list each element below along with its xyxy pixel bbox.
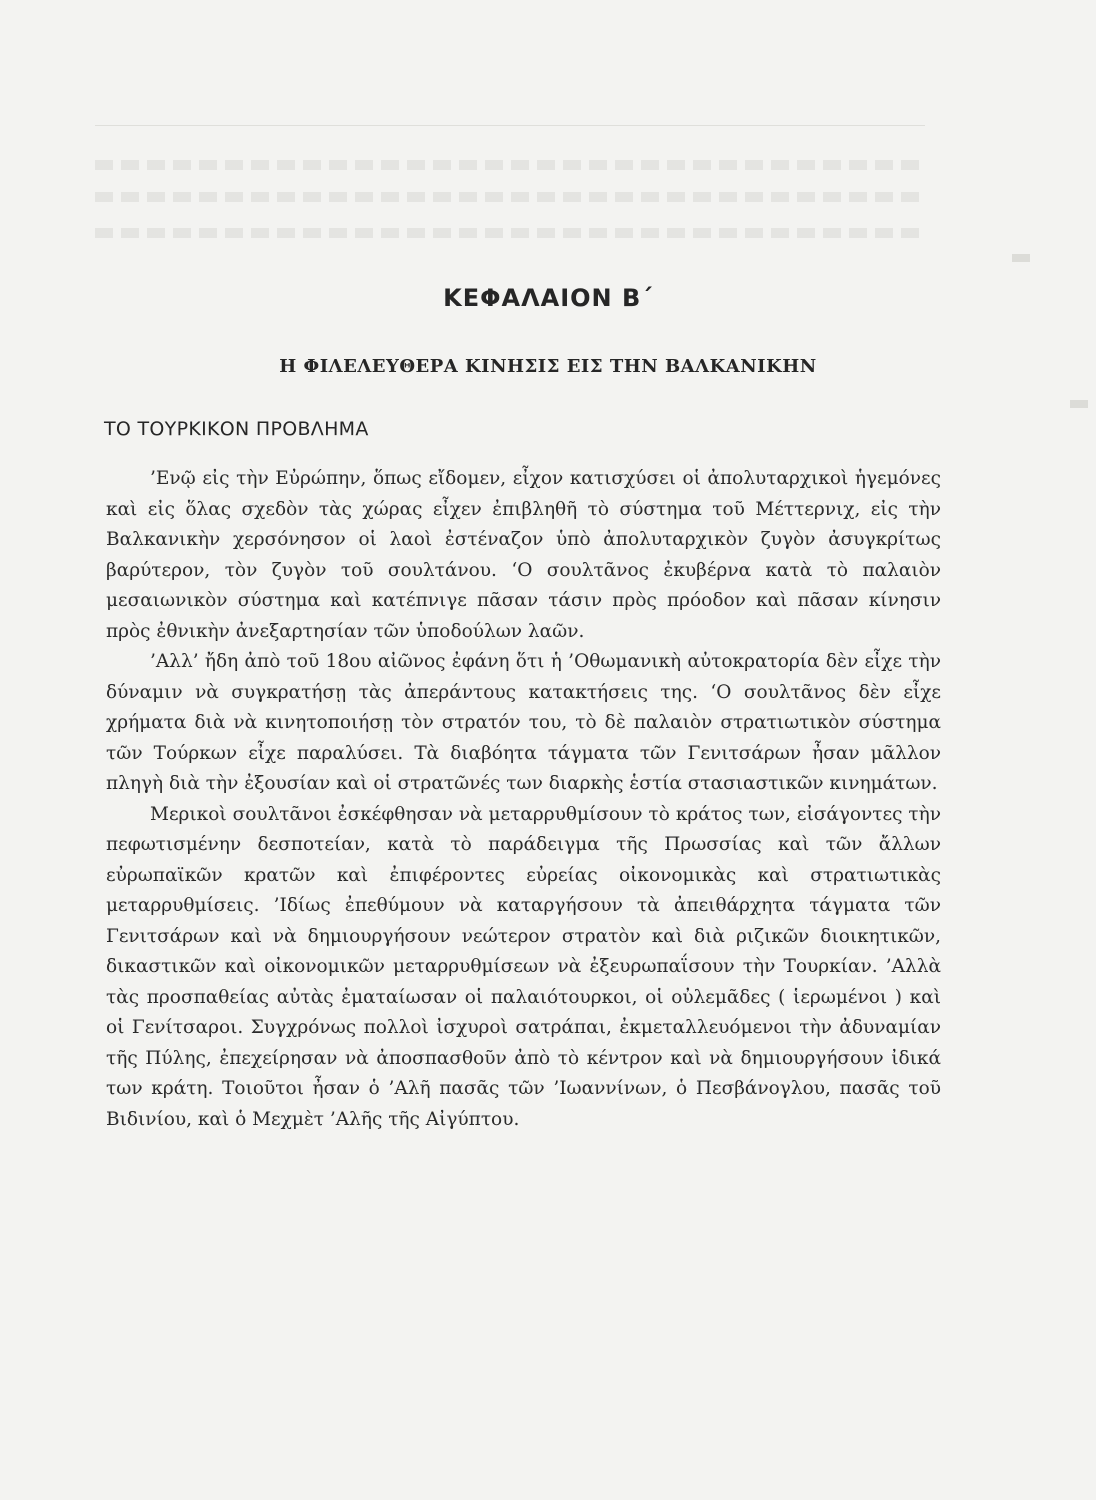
show-through-margin-mark (1070, 400, 1088, 408)
body-text (106, 464, 941, 1135)
show-through-line (95, 160, 925, 170)
chapter-title: ΚΕΦΑΛΑΙΟΝ Β΄ (443, 284, 653, 312)
show-through-line (95, 192, 925, 202)
paragraph: ’Αλλ’ ἤδη ἀπὸ τοῦ 18ου αἰῶνος ἐφάνη ὅτι ἡ ’Οθωμανικὴ αὐτοκρατορία δὲν εἶχε τὴν δύναμιν νὰ συγκρατήσῃ τὰς ἀπεράντους κατακτήσεις της. ‘Ο σουλτᾶνος δὲν εἶχε χρήματα διὰ νὰ κινητοποιήσῃ τὸν στρατόν του, τὸ δὲ παλαιὸν στρατιωτικὸν σύστημα τῶν Τούρκων εἶχε παραλύσει. Τὰ διαβόητα τάγματα τῶν Γενιτσάρων ἦσαν μᾶλλον πληγὴ διὰ τὴν ἐξουσίαν καὶ οἱ στρατῶνές των διαρκὴς ἑστία στασιαστικῶν κινημάτων. (106, 651, 941, 794)
show-through-line (95, 228, 925, 238)
show-through-header-rule (95, 95, 925, 126)
paragraph: ’Ενῷ εἰς τὴν Εὐρώπην, ὅπως εἴδομεν, εἶχον κατισχύσει οἱ ἀπολυταρχικοὶ ἡγεμόνες καὶ εἰς ὅλας σχεδὸν τὰς χώρας εἶχεν ἐπιβληθῆ τὸ σύστημα τοῦ Μέττερνιχ, εἰς τὴν Βαλκανικὴν χερσόνησον οἱ λαοὶ ἐστέναζον ὑπὸ ἀπολυταρχικὸν ζυγὸν ἀσυγκρίτως βαρύτερον, τὸν ζυγὸν τοῦ σουλτάνου. ‘Ο σουλτᾶνος ἐκυβέρνα κατὰ τὸ παλαιὸν μεσαιωνικὸν σύστημα καὶ κατέπνιγε πᾶσαν τάσιν πρὸς πρόοδον καὶ πᾶσαν κίνησιν πρὸς ἐθνικὴν ἀνεξαρτησίαν τῶν ὑποδούλων λαῶν. (106, 468, 941, 642)
chapter-heading: Η ΦΙΛΕΛΕΥΘΕΡΑ ΚΙΝΗΣΙΣ ΕΙΣ ΤΗΝ ΒΑΛΚΑΝΙΚΗΝ (279, 356, 817, 377)
paragraph: Μερικοὶ σουλτᾶνοι ἐσκέφθησαν νὰ μεταρρυθμίσουν τὸ κράτος των, εἰσάγοντες τὴν πεφωτισμένην δεσποτείαν, κατὰ τὸ παράδειγμα τῆς Πρωσσίας καὶ τῶν ἄλλων εὐρωπαϊκῶν κρατῶν καὶ ἐπιφέροντες εὐρείας οἰκονομικὰς καὶ στρατιωτικὰς μεταρρυθμίσεις. ’Ιδίως ἐπεθύμουν νὰ καταργήσουν τὰ ἀπειθάρχητα τάγματα τῶν Γενιτσάρων καὶ νὰ δημιουργήσουν νεώτερον στρατὸν καὶ διὰ ριζικῶν διοικητικῶν, δικαστικῶν καὶ οἰκονομικῶν μεταρρυθμίσεων νὰ ἐξευρωπαΐσουν τὴν Τουρκίαν. ’Αλλὰ τὰς προσπαθείας αὐτὰς ἐματαίωσαν οἱ παλαιότουρκοι, οἱ οὐλεμᾶδες ( ἱερωμένοι ) καὶ οἱ Γενίτσαροι. Συγχρόνως πολλοὶ ἰσχυροὶ σατράπαι, ἐκμεταλλευόμενοι τὴν ἀδυναμίαν τῆς Πύλης, ἐπεχείρησαν νὰ ἀποσπασθοῦν ἀπὸ τὸ κέντρον καὶ νὰ δημιουργήσουν ἰδικά των κράτη. Τοιοῦτοι ἦσαν ὁ ’Αλῆ πασᾶς τῶν ’Ιωαννίνων, ὁ Πεσβάνογλου, πασᾶς τοῦ Βιδινίου, καὶ ὁ Μεχμὲτ ’Αλῆς τῆς Αἰγύπτου. (106, 803, 941, 1130)
show-through-margin-mark (1012, 254, 1030, 262)
section-title: ΤΟ ΤΟΥΡΚΙΚΟΝ ΠΡΟΒΛΗΜΑ (104, 418, 369, 440)
